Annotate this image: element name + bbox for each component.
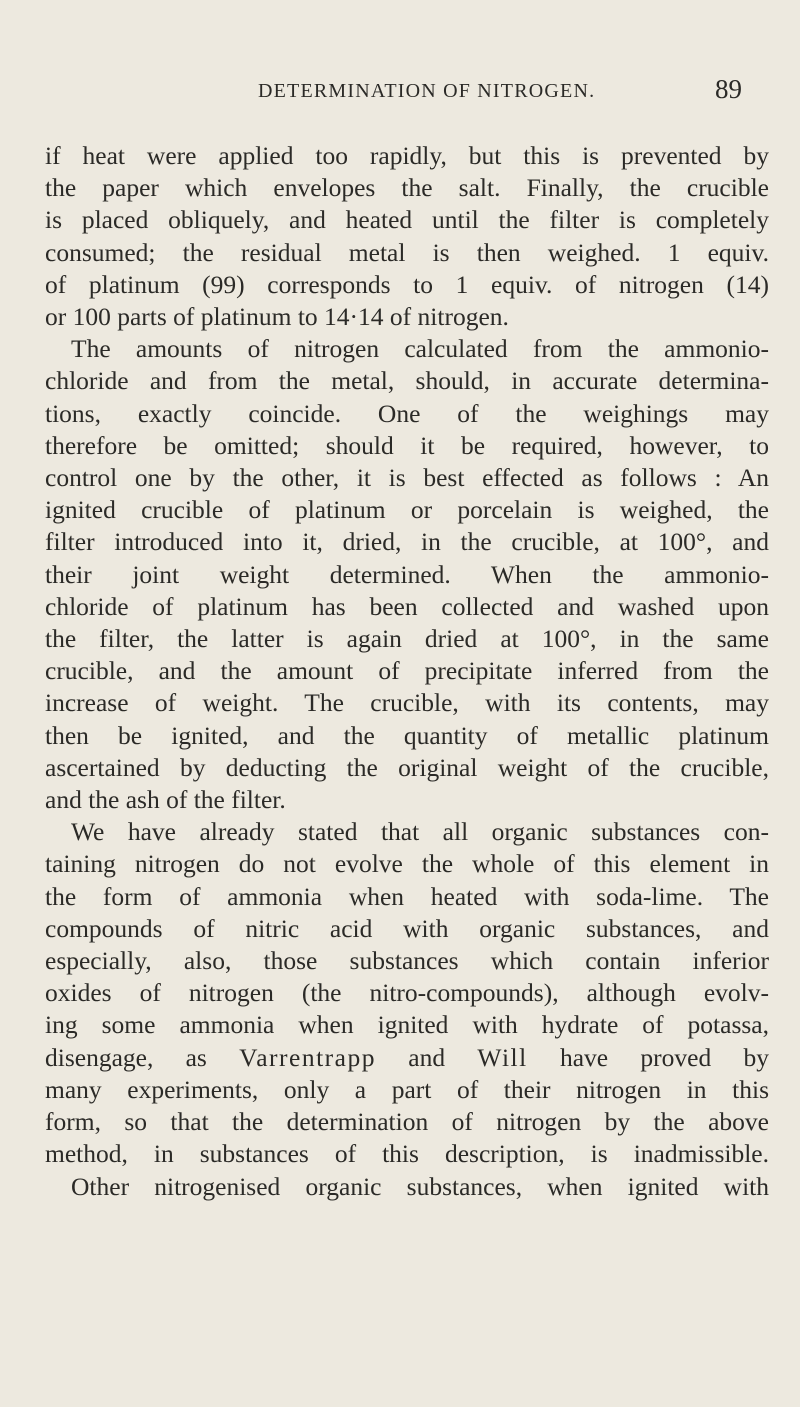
text-line: control one by the other, it is best effected as follows : An [45, 463, 769, 493]
author-name: Will [477, 1042, 528, 1072]
text-line: the filter, the latter is again dried at 100°, in the same [45, 624, 769, 654]
text-line: ascertained by deducting the original weight of the crucible, [45, 752, 769, 782]
line-segment: disengage, as [45, 1042, 240, 1072]
text-line: consumed; the residual metal is then weighed. 1 equiv. [45, 237, 769, 267]
text-line: chloride and from the metal, should, in accurate determina- [45, 366, 769, 396]
text-line: crucible, and the amount of precipitate inferred from the [45, 656, 769, 686]
line-segment: and [376, 1042, 478, 1072]
text-line: form, so that the determination of nitrogen by the above [45, 1107, 769, 1137]
text-line: tions, exactly coincide. One of the weighings may [45, 398, 769, 428]
text-line: if heat were applied too rapidly, but this is prevented by [45, 141, 769, 170]
text-line: We have already stated that all organic substances con- [71, 817, 769, 847]
text-line: The amounts of nitrogen calculated from the ammonio- [71, 334, 769, 364]
text-line: or 100 parts of platinum to 14·14 of nitrogen. [45, 302, 509, 332]
text-line: ignited crucible of platinum or porcelain is weighed, the [45, 495, 769, 525]
text-line: especially, also, those substances which contain inferior [45, 946, 769, 976]
text-line: and the ash of the filter. [45, 785, 286, 815]
text-line: chloride of platinum has been collected and washed upon [45, 591, 769, 621]
line-segment: have proved by [527, 1042, 769, 1072]
text-line: method, in substances of this description, is inadmissible. [45, 1139, 769, 1169]
text-line: compounds of nitric acid with organic substances, and [45, 913, 769, 943]
body-text [45, 140, 769, 1203]
text-line: the form of ammonia when heated with soda-lime. The [45, 881, 769, 911]
text-line [45, 1042, 769, 1074]
text-line: ing some ammonia when ignited with hydrate of potassa, [45, 1010, 769, 1040]
text-line: increase of weight. The crucible, with its contents, may [45, 688, 769, 718]
text-line: then be ignited, and the quantity of metallic platinum [45, 720, 769, 750]
text-line: therefore be omitted; should it be required, however, to [45, 430, 769, 460]
text-line: the paper which envelopes the salt. Finally, the crucible [45, 173, 769, 203]
text-line: many experiments, only a part of their nitrogen in this [45, 1074, 769, 1104]
running-head: DETERMINATION OF NITROGEN. [258, 80, 596, 102]
text-line: oxides of nitrogen (the nitro-compounds), although evolv- [45, 978, 769, 1008]
author-name: Varrentrapp [239, 1042, 376, 1072]
text-line: filter introduced into it, dried, in the crucible, at 100°, and [45, 527, 769, 557]
text-line: their joint weight determined. When the ammonio- [45, 559, 769, 589]
text-line: is placed obliquely, and heated until the filter is completely [45, 205, 769, 235]
text-line: taining nitrogen do not evolve the whole of this element in [45, 849, 769, 879]
text-line: of platinum (99) corresponds to 1 equiv. of nitrogen (14) [45, 269, 769, 299]
page-number: 89 [715, 74, 742, 104]
text-line: Other nitrogenised organic substances, when ignited with [71, 1171, 769, 1201]
